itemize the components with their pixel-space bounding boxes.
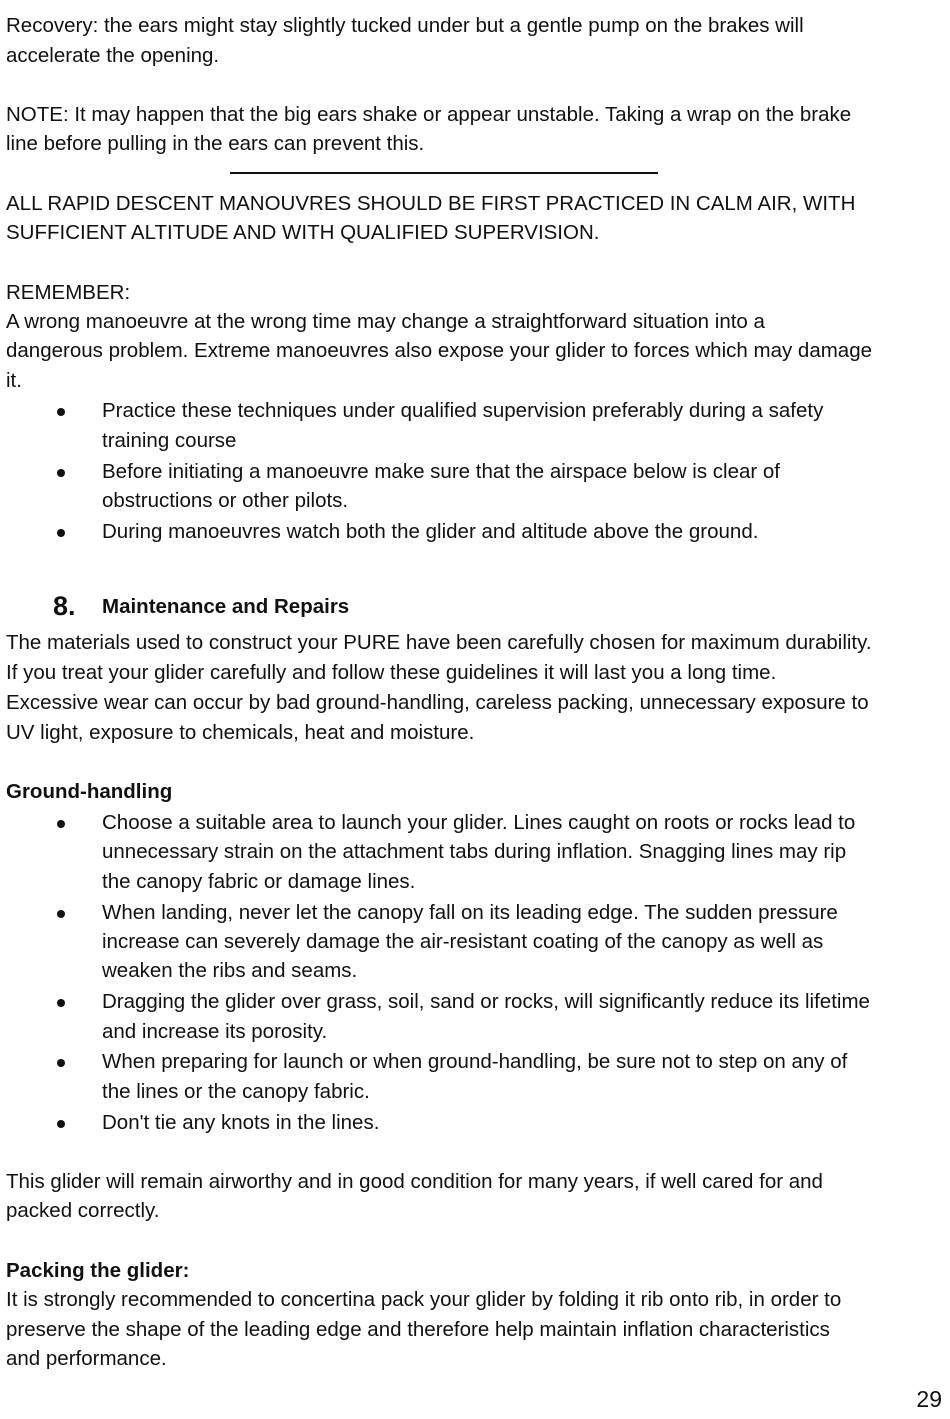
bullet-icon xyxy=(57,999,65,1007)
section-intro-line-4: UV light, exposure to chemicals, heat and moisture. xyxy=(6,721,475,744)
ground-bullet-1-line-2: unnecessary strain on the attachment tabs during inflation. Snagging lines may rip xyxy=(102,840,847,863)
remember-bullet-1-line-2: training course xyxy=(102,429,237,452)
remember-line-2: dangerous problem. Extreme manoeuvres also expose your glider to forces which may damage xyxy=(6,339,872,362)
section-intro-line-1: The materials used to construct your PURE have been carefully chosen for maximum durability. xyxy=(6,631,872,654)
remember-bullet-2-line-2: obstructions or other pilots. xyxy=(102,489,349,512)
bullet-icon xyxy=(57,910,65,918)
remember-bullet-3-line-1: During manoeuvres watch both the glider and altitude above the ground. xyxy=(102,520,759,543)
closing-line-1: This glider will remain airworthy and in good condition for many years, if well cared for and xyxy=(6,1170,823,1193)
ground-bullet-1-line-1: Choose a suitable area to launch your glider. Lines caught on roots or rocks lead to xyxy=(102,811,856,834)
section-intro-line-3: Excessive wear can occur by bad ground-handling, careless packing, unnecessary exposure to xyxy=(6,691,869,714)
bullet-icon xyxy=(57,1120,65,1128)
remember-line-1: A wrong manoeuvre at the wrong time may change a straightforward situation into a xyxy=(6,310,765,333)
ground-bullet-3-line-1: Dragging the glider over grass, soil, sand or rocks, will significantly reduce its lifetime xyxy=(102,990,870,1013)
remember-heading: REMEMBER: xyxy=(6,281,131,304)
ground-bullet-2-line-1: When landing, never let the canopy fall on its leading edge. The sudden pressure xyxy=(102,901,838,924)
packing-line-1: It is strongly recommended to concertina pack your glider by folding it rib onto rib, in order to xyxy=(6,1288,842,1311)
remember-line-3: it. xyxy=(6,369,22,392)
bullet-icon xyxy=(57,1059,65,1067)
bullet-icon xyxy=(57,820,65,828)
packing-heading: Packing the glider: xyxy=(6,1259,190,1282)
ground-bullet-1-line-3: the canopy fabric or damage lines. xyxy=(102,870,416,893)
section-title: Maintenance and Repairs xyxy=(102,595,350,618)
section-number: 8. xyxy=(53,591,76,621)
page-number: 29 xyxy=(916,1386,942,1412)
remember-bullet-1-line-1: Practice these techniques under qualified supervision preferably during a safety xyxy=(102,399,824,422)
bullet-icon xyxy=(57,529,65,537)
closing-line-2: packed correctly. xyxy=(6,1199,160,1222)
recovery-line-1: Recovery: the ears might stay slightly tucked under but a gentle pump on the brakes will xyxy=(6,14,804,37)
ground-bullet-2-line-2: increase can severely damage the air-resistant coating of the canopy as well as xyxy=(102,930,824,953)
packing-line-3: and performance. xyxy=(6,1347,167,1370)
packing-line-2: preserve the shape of the leading edge and therefore help maintain inflation characteristics xyxy=(6,1318,830,1341)
ground-bullet-4-line-1: When preparing for launch or when ground-handling, be sure not to step on any of xyxy=(102,1050,848,1073)
remember-bullet-2-line-1: Before initiating a manoeuvre make sure that the airspace below is clear of xyxy=(102,460,781,483)
warning-line-1: ALL RAPID DESCENT MANOUVRES SHOULD BE FIRST PRACTICED IN CALM AIR, WITH xyxy=(6,192,856,215)
recovery-line-2: accelerate the opening. xyxy=(6,44,220,67)
ground-bullet-5-line-1: Don't tie any knots in the lines. xyxy=(102,1111,380,1134)
ground-bullet-4-line-2: the lines or the canopy fabric. xyxy=(102,1080,370,1103)
ground-bullet-2-line-3: weaken the ribs and seams. xyxy=(102,959,358,982)
horizontal-divider xyxy=(230,172,658,174)
bullet-icon xyxy=(57,408,65,416)
warning-line-2: SUFFICIENT ALTITUDE AND WITH QUALIFIED SUPERVISION. xyxy=(6,221,600,244)
bullet-icon xyxy=(57,469,65,477)
section-intro-line-2: If you treat your glider carefully and follow these guidelines it will last you a long time. xyxy=(6,661,777,684)
note-line-1: NOTE: It may happen that the big ears shake or appear unstable. Taking a wrap on the brake xyxy=(6,103,852,126)
ground-bullet-3-line-2: and increase its porosity. xyxy=(102,1020,328,1043)
note-line-2: line before pulling in the ears can prevent this. xyxy=(6,132,425,155)
ground-handling-heading: Ground-handling xyxy=(6,780,173,803)
